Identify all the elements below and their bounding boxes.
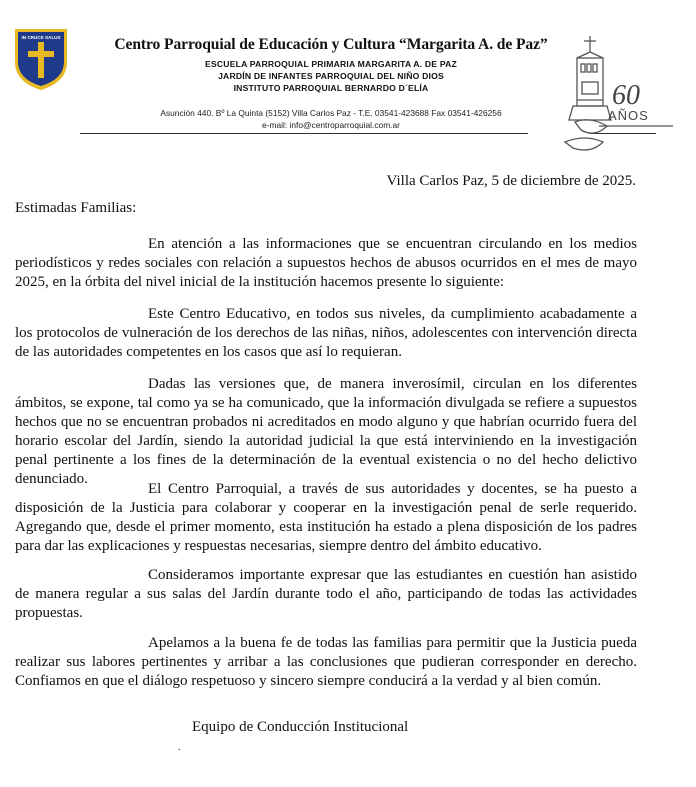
school-name-primary: ESCUELA PARROQUIAL PRIMARIA MARGARITA A. DE PAZ	[205, 59, 457, 69]
header-divider-left	[80, 133, 528, 134]
crest-motto: IN CRUCE SALUS	[21, 35, 61, 40]
school-name-kindergarten: JARDÍN DE INFANTES PARROQUIAL DEL NIÑO DIOS	[218, 71, 444, 81]
letter-paragraph: El Centro Parroquial, a través de sus autoridades y docentes, se ha puesto a disposición de la Justicia para colaborar y cooperar en la investigación penal de serle requerido. Agregando que, desde el primer momento, esta institución ha estado a plena disposición de los padres para dar las explicaciones y respuestas necesarias, siempre dentro del ámbito educativo.	[15, 481, 637, 554]
letter-paragraph: En atención a las informaciones que se encuentran circulando en los medios periodísticos y redes sociales con relación a supuestos hechos de abusos ocurridos en el mes de mayo 2025, en la órbita del nivel inicial de la institución hacemos presente lo siguiente:	[15, 236, 637, 290]
letter-paragraph: Dadas las versiones que, de manera inverosímil, circulan en los diferentes ámbitos, se expone, tal como ya se ha comunicado, que la información divulgada se refiere a supuestos hechos que no se encuentran probados ni acreditados en modo alguno y que habrían ocurrido fuera del horario escolar del Jardín, siendo la autoridad judicial la que está interviniendo en la investigación penal pertinente a los fines de la determinación de la eventual existencia o no del hecho delictivo denunciado.	[15, 376, 637, 487]
institution-title: Centro Parroquial de Educación y Cultura “Margarita A. de Paz”	[114, 36, 548, 53]
letter-date: Villa Carlos Paz, 5 de diciembre de 2025.	[386, 173, 636, 189]
school-crest-logo	[12, 26, 70, 92]
letter-paragraph: Este Centro Educativo, en todos sus niveles, da cumplimiento acabadamente a los protocolos de vulneración de los derechos de las niñas, niños, adolescentes con intervención directa de las autoridades competentes en los casos que así lo requieran.	[15, 306, 637, 360]
institution-email: e-mail: info@centroparroquial.com.ar	[262, 120, 400, 130]
letter-greeting: Estimadas Familias:	[15, 200, 137, 216]
anniversary-word: AÑOS	[608, 108, 649, 123]
letter-paragraph: Consideramos importante expresar que las estudiantes en cuestión han asistido de manera regular a sus salas del Jardín durante todo el año, participando de todas las actividades propuestas.	[15, 567, 637, 621]
stray-mark: .	[178, 742, 181, 753]
school-name-institute: INSTITUTO PARROQUIAL BERNARDO D´ELÍA	[233, 83, 429, 93]
anniversary-number: 60	[612, 80, 640, 111]
letter-signature: Equipo de Conducción Institucional	[192, 719, 409, 735]
letter-paragraph: Apelamos a la buena fe de todas las familias para permitir que la Justicia pueda realizar sus labores pertinentes y arribar a las conclusiones que pudieran corresponder en derecho. Confiamos en que el diálogo respetuoso y sincero siempre conducirá a la verdad y al bien común.	[15, 635, 637, 689]
institution-address: Asunción 440. Bº La Quinta (5152) Villa Carlos Paz - T.E. 03541-423688 Fax 03541-426256	[160, 108, 502, 118]
